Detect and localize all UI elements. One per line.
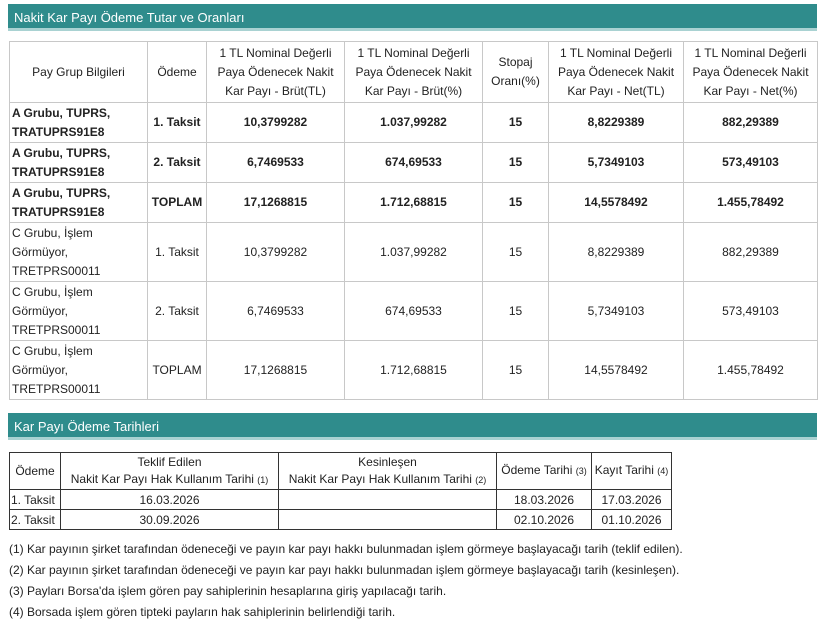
gross-pct-cell: 1.712,68815 [345,183,483,223]
footnote: (2) Kar payının şirket tarafından ödeneceği ve payın kar payı hakkı bulunmadan işlem görmeye başlayacağı tarih (kesinleşen). [9,563,680,577]
col-header-gross-pct: 1 TL Nominal Değerli Paya Ödenecek Nakit Kar Payı - Brüt(%) [345,42,483,103]
withholding-cell: 15 [483,282,549,341]
header-label: Nakit Kar Payı Hak Kullanım Tarihi [70,471,254,486]
table-row [10,490,672,510]
proposed-date-cell: 30.09.2026 [61,510,279,530]
col-header-net-tl: 1 TL Nominal Değerli Paya Ödenecek Nakit Kar Payı - Net(TL) [549,42,684,103]
table-row [10,282,818,341]
section-header-dividend-amounts [8,4,817,31]
payment-cell: 2. Taksit [148,282,207,341]
col-header-net-pct: 1 TL Nominal Değerli Paya Ödenecek Nakit Kar Payı - Net(%) [684,42,818,103]
gross-pct-cell: 674,69533 [345,282,483,341]
dividend-amounts-table [9,41,818,400]
table-header-row [10,453,672,490]
table-row [10,143,818,183]
final-date-cell [279,510,497,530]
group-cell: A Grubu, TUPRS, TRATUPRS91E8 [10,183,148,223]
group-cell: A Grubu, TUPRS, TRATUPRS91E8 [10,103,148,143]
col-header-final-date [279,453,497,490]
group-cell: C Grubu, İşlem Görmüyor, TRETPRS00011 [10,282,148,341]
header-label: Teklif Edilen [137,454,202,469]
gross-tl-cell: 6,7469533 [207,143,345,183]
group-cell: A Grubu, TUPRS, TRATUPRS91E8 [10,143,148,183]
payment-cell: 1. Taksit [148,103,207,143]
header-label: Ödeme [15,463,55,478]
net-pct-cell: 882,29389 [684,103,818,143]
gross-pct-cell: 1.712,68815 [345,341,483,400]
header-label: Kayıt Tarihi [594,463,654,477]
footnote-ref: (1) [257,474,269,485]
table-row [10,223,818,282]
payment-cell: TOPLAM [148,183,207,223]
section-title: Nakit Kar Payı Ödeme Tutar ve Oranları [14,10,245,25]
gross-tl-cell: 10,3799282 [207,103,345,143]
record-date-cell: 01.10.2026 [592,510,672,530]
pay-date-cell: 02.10.2026 [497,510,592,530]
gross-pct-cell: 1.037,99282 [345,223,483,282]
payment-cell: 2. Taksit [148,143,207,183]
payment-cell: 1. Taksit [10,490,61,510]
payment-cell: 1. Taksit [148,223,207,282]
record-date-cell: 17.03.2026 [592,490,672,510]
gross-pct-cell: 1.037,99282 [345,103,483,143]
net-pct-cell: 882,29389 [684,223,818,282]
net-pct-cell: 573,49103 [684,282,818,341]
footnote: (1) Kar payının şirket tarafından ödeneceği ve payın kar payı hakkı bulunmadan işlem görmeye başlayacağı tarih (teklif edilen). [9,542,683,556]
header-label: Nakit Kar Payı Hak Kullanım Tarihi [288,471,472,486]
net-tl-cell: 14,5578492 [549,341,684,400]
col-header-withholding: Stopaj Oranı(%) [483,42,549,103]
withholding-cell: 15 [483,103,549,143]
withholding-cell: 15 [483,183,549,223]
footnote-ref: (2) [475,474,487,485]
final-date-cell [279,490,497,510]
table-row [10,341,818,400]
group-cell: C Grubu, İşlem Görmüyor, TRETPRS00011 [10,341,148,400]
col-header-pay-date [497,453,592,490]
footnotes [9,539,683,623]
gross-tl-cell: 10,3799282 [207,223,345,282]
table-row [10,183,818,223]
group-cell: C Grubu, İşlem Görmüyor, TRETPRS00011 [10,223,148,282]
gross-tl-cell: 17,1268815 [207,183,345,223]
net-pct-cell: 1.455,78492 [684,183,818,223]
section-title: Kar Payı Ödeme Tarihleri [14,419,159,434]
section-header-payment-dates [8,413,817,440]
table-row [10,103,818,143]
net-tl-cell: 8,8229389 [549,223,684,282]
gross-pct-cell: 674,69533 [345,143,483,183]
proposed-date-cell: 16.03.2026 [61,490,279,510]
withholding-cell: 15 [483,143,549,183]
net-tl-cell: 5,7349103 [549,282,684,341]
net-pct-cell: 1.455,78492 [684,341,818,400]
col-header-group: Pay Grup Bilgileri [10,42,148,103]
net-tl-cell: 8,8229389 [549,103,684,143]
payment-cell: TOPLAM [148,341,207,400]
col-header-record-date [592,453,672,490]
footnote-ref: (4) [657,466,669,476]
gross-tl-cell: 6,7469533 [207,282,345,341]
net-pct-cell: 573,49103 [684,143,818,183]
payment-cell: 2. Taksit [10,510,61,530]
withholding-cell: 15 [483,341,549,400]
footnote: (3) Payları Borsa'da işlem gören pay sahiplerinin hesaplarına giriş yapılacağı tarih. [9,584,447,598]
table-header-row [10,42,818,103]
withholding-cell: 15 [483,223,549,282]
col-header-gross-tl: 1 TL Nominal Değerli Paya Ödenecek Nakit Kar Payı - Brüt(TL) [207,42,345,103]
payment-dates-table [9,452,672,530]
col-header-payment: Ödeme [148,42,207,103]
footnote: (4) Borsada işlem gören tipteki payların hak sahiplerinin belirlendiği tarih. [9,605,396,619]
header-label: Ödeme Tarihi [501,463,573,477]
col-header-proposed-date [61,453,279,490]
footnote-ref: (3) [575,466,587,476]
pay-date-cell: 18.03.2026 [497,490,592,510]
net-tl-cell: 14,5578492 [549,183,684,223]
table-row [10,510,672,530]
net-tl-cell: 5,7349103 [549,143,684,183]
col-header-payment [10,453,61,490]
gross-tl-cell: 17,1268815 [207,341,345,400]
header-label: Kesinleşen [358,454,417,469]
